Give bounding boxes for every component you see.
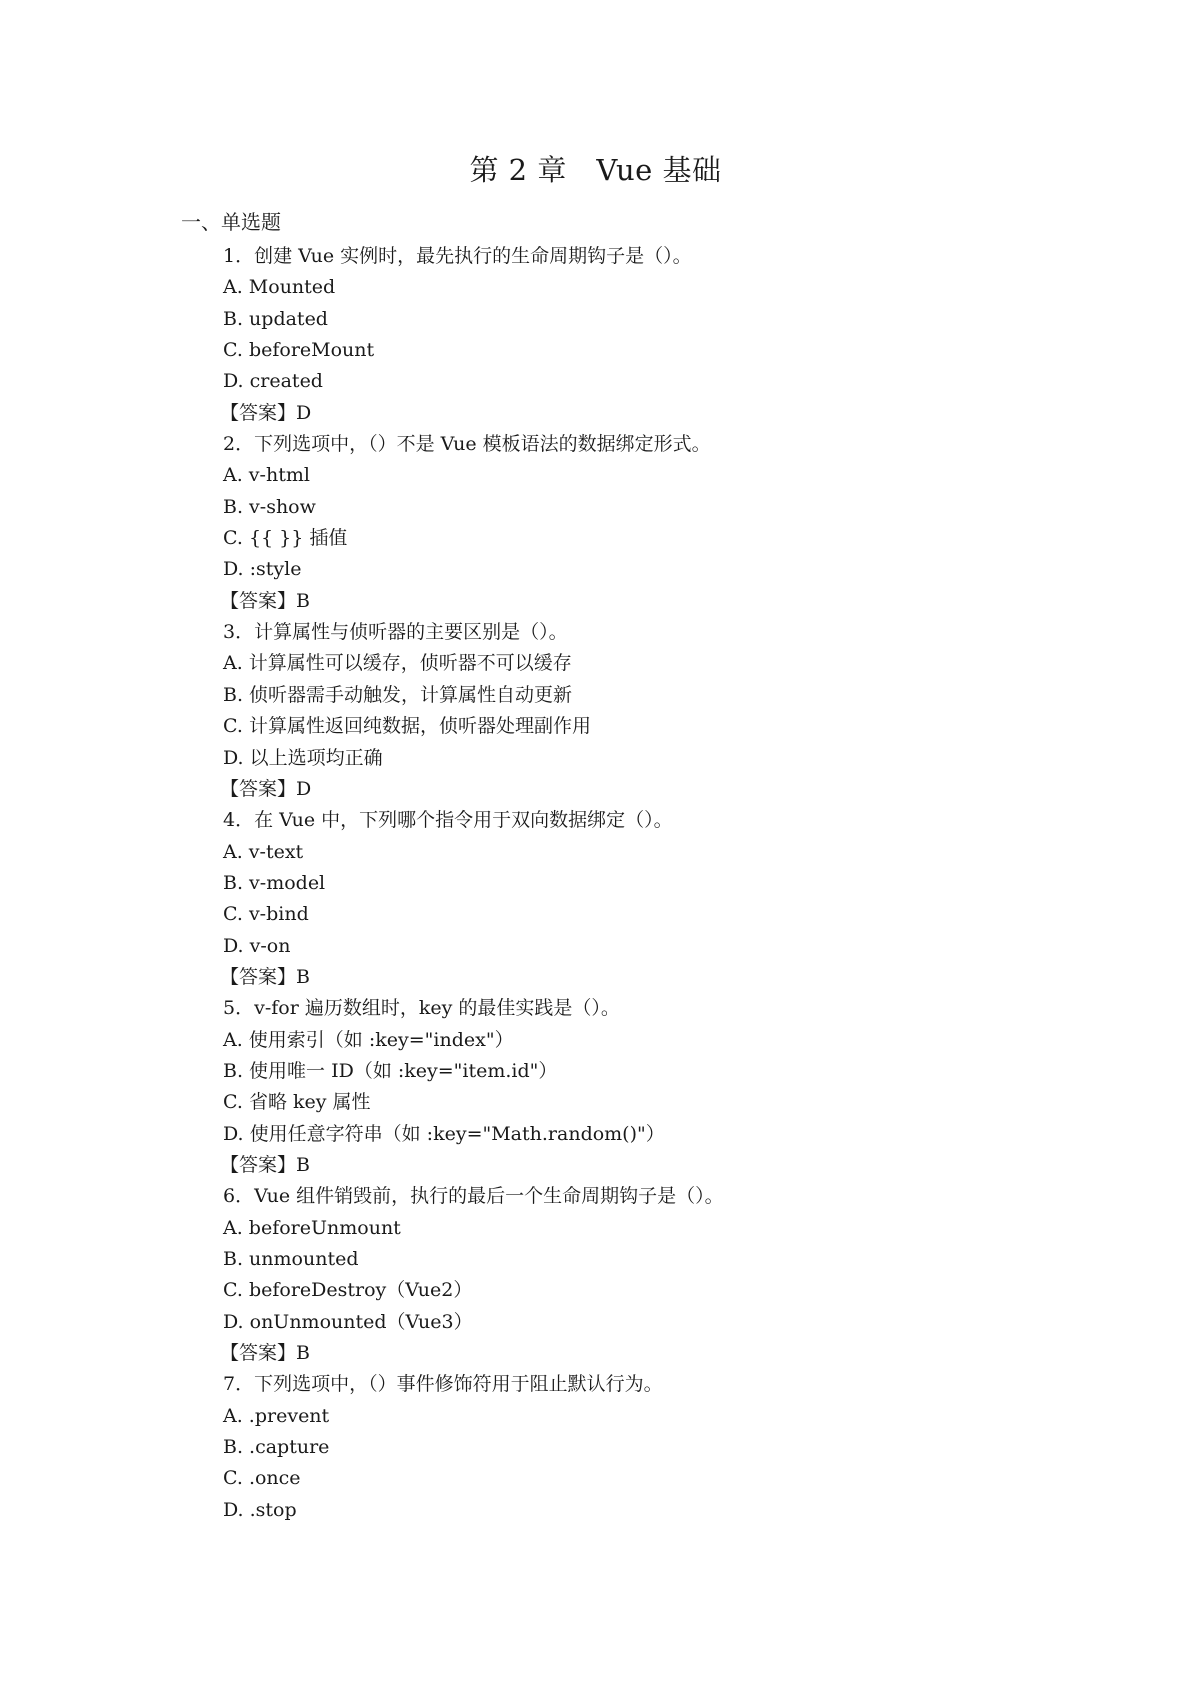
chapter-title: 第 2 章 Vue 基础 bbox=[469, 153, 722, 187]
option-a: A. 使用索引（如 :key="index"） bbox=[223, 1028, 514, 1051]
option-c: C. .once bbox=[223, 1467, 301, 1490]
question-stem: 6．Vue 组件销毁前，执行的最后一个生命周期钩子是（）。 bbox=[223, 1185, 724, 1208]
question-stem: 4．在 Vue 中，下列哪个指令用于双向数据绑定（）。 bbox=[223, 809, 673, 832]
option-b: B. 使用唯一 ID（如 :key="item.id"） bbox=[223, 1059, 558, 1082]
question-stem: 1．创建 Vue 实例时，最先执行的生命周期钩子是（）。 bbox=[223, 245, 692, 267]
option-c: C. v-bind bbox=[223, 903, 309, 926]
option-a: A. .prevent bbox=[223, 1404, 330, 1427]
option-c: C. beforeDestroy（Vue2） bbox=[223, 1279, 473, 1302]
question-stem: 7．下列选项中，（）事件修饰符用于阻止默认行为。 bbox=[223, 1373, 663, 1396]
option-b: B. v-model bbox=[223, 871, 326, 894]
option-a: A. v-html bbox=[223, 464, 310, 487]
option-a: A. beforeUnmount bbox=[223, 1216, 401, 1239]
option-a: A. Mounted bbox=[223, 276, 336, 299]
option-d: D. .stop bbox=[223, 1498, 297, 1521]
option-a: A. 计算属性可以缓存，侦听器不可以缓存 bbox=[223, 652, 572, 675]
answer-line: 【答案】B bbox=[220, 1153, 310, 1176]
option-c: C. 计算属性返回纯数据，侦听器处理副作用 bbox=[223, 715, 591, 738]
option-b: B. updated bbox=[223, 307, 328, 330]
section-heading: 一、单选题 bbox=[181, 210, 281, 234]
option-d: D. :style bbox=[223, 558, 302, 581]
answer-line: 【答案】B bbox=[220, 965, 310, 988]
answer-line: 【答案】B bbox=[220, 1342, 310, 1365]
question-stem: 3．计算属性与侦听器的主要区别是（）。 bbox=[223, 621, 568, 644]
option-d: D. 以上选项均正确 bbox=[223, 746, 383, 769]
option-d: D. v-on bbox=[223, 934, 291, 957]
option-c: C. 省略 key 属性 bbox=[223, 1091, 371, 1114]
option-c: C. {{ }} 插值 bbox=[223, 527, 348, 550]
option-b: B. 侦听器需手动触发，计算属性自动更新 bbox=[223, 683, 573, 706]
option-d: D. 使用任意字符串（如 :key="Math.random()"） bbox=[223, 1122, 665, 1145]
answer-line: 【答案】B bbox=[220, 589, 310, 612]
option-a: A. v-text bbox=[223, 840, 304, 863]
answer-line: 【答案】D bbox=[220, 777, 312, 800]
question-stem: 2．下列选项中，（）不是 Vue 模板语法的数据绑定形式。 bbox=[223, 433, 711, 456]
option-b: B. unmounted bbox=[223, 1248, 359, 1270]
question-stem: 5．v-for 遍历数组时，key 的最佳实践是（）。 bbox=[223, 997, 620, 1020]
option-c: C. beforeMount bbox=[223, 339, 375, 362]
question-list bbox=[220, 241, 1123, 1526]
option-b: B. .capture bbox=[223, 1436, 330, 1459]
option-b: B. v-show bbox=[223, 495, 316, 518]
answer-line: 【答案】D bbox=[220, 401, 312, 424]
option-d: D. onUnmounted（Vue3） bbox=[223, 1310, 473, 1333]
option-d: D. created bbox=[223, 370, 323, 393]
